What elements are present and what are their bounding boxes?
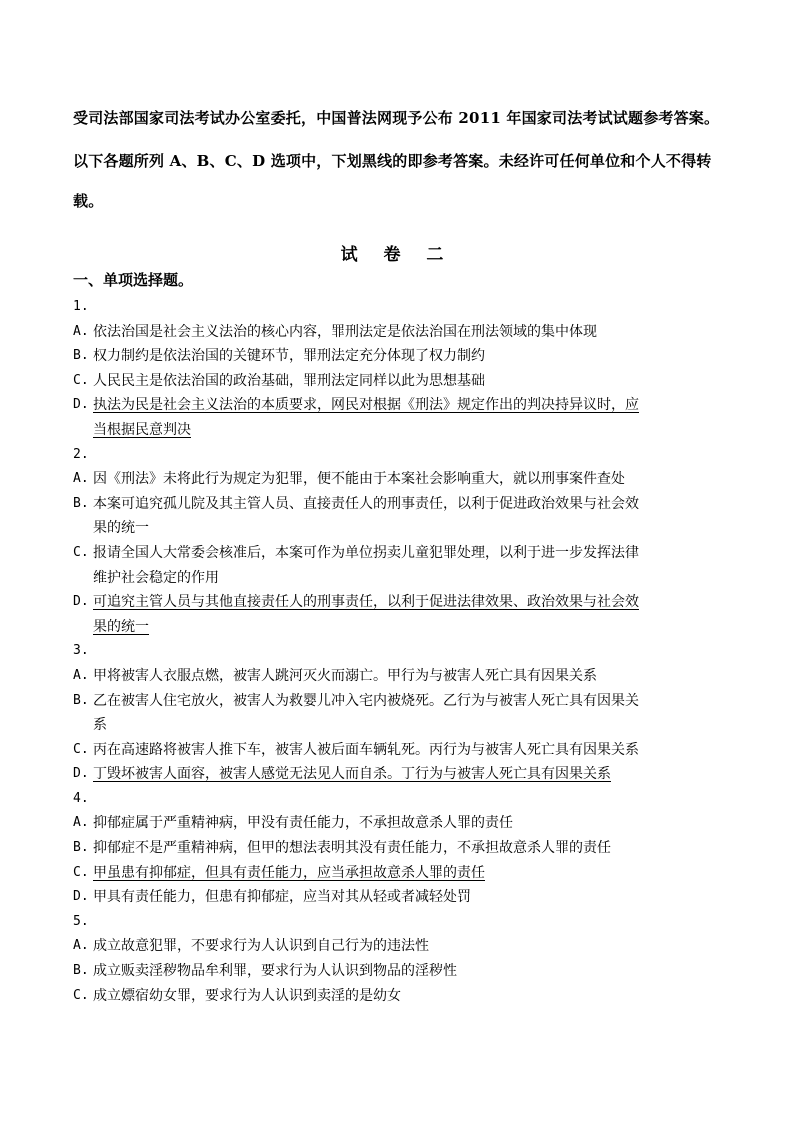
option-line (73, 344, 733, 369)
option-label: C. (73, 372, 89, 388)
answer-option-line (73, 615, 733, 640)
option-line (73, 516, 733, 541)
option-line (73, 664, 733, 689)
option-line (73, 885, 733, 910)
option-text: 抑郁症不是严重精神病，但甲的想法表明其没有责任能力，不承担故意杀人罪的责任 (93, 840, 611, 857)
option-line (73, 713, 733, 738)
option-text: 甲具有责任能力，但患有抑郁症，应当对其从轻或者减轻处罚 (93, 889, 471, 906)
option-line (73, 320, 733, 345)
option-text: 系 (93, 717, 107, 734)
answer-option-line (73, 590, 733, 615)
paper-title: 试 卷 二 (340, 245, 454, 265)
question-number: 5. (73, 913, 89, 929)
option-label: B. (73, 495, 89, 511)
option-text: 因《刑法》未将此行为规定为犯罪，便不能由于本案社会影响重大，就以刑事案件查处 (93, 471, 625, 488)
option-line (73, 811, 733, 836)
question-number: 3. (73, 643, 89, 659)
option-label: B. (73, 963, 89, 979)
question-number: 1. (73, 299, 89, 314)
option-label: B. (73, 348, 89, 364)
option-line (73, 836, 733, 861)
option-label: D. (73, 594, 89, 610)
option-label: A. (73, 667, 89, 683)
option-line (73, 467, 733, 492)
option-label: A. (73, 471, 89, 487)
option-text: 成立故意犯罪，不要求行为人认识到自己行为的违法性 (93, 938, 429, 955)
answer-option-line (73, 762, 733, 787)
option-label: C. (73, 864, 89, 880)
option-label: C. (73, 987, 89, 1003)
question-list (73, 295, 733, 1008)
option-text: 抑郁症属于严重精神病，甲没有责任能力，不承担故意杀人罪的责任 (93, 815, 513, 832)
question-number: 4. (73, 790, 89, 806)
answer-option-line (73, 861, 733, 886)
option-text: 依法治国是社会主义法治的核心内容，罪刑法定是依法治国在刑法领域的集中体现 (93, 323, 597, 340)
option-label: A. (73, 815, 89, 831)
section-heading: 一、单项选择题。 (73, 271, 194, 289)
option-text: 可追究主管人员与其他直接责任人的刑事责任，以利于促进法律效果、政治效果与社会效 (93, 594, 639, 611)
option-line (73, 566, 733, 591)
option-line (73, 738, 733, 763)
option-label: D. (73, 397, 89, 413)
option-line (73, 959, 733, 984)
option-text: 丙在高速路将被害人推下车，被害人被后面车辆轧死。丙行为与被害人死亡具有因果关系 (93, 741, 639, 758)
option-text: 甲虽患有抑郁症，但具有责任能力，应当承担故意杀人罪的责任 (93, 864, 485, 881)
option-text: 人民民主是依法治国的政治基础，罪刑法定同样以此为思想基础 (93, 372, 485, 389)
option-label: A. (73, 323, 89, 339)
option-text: 报请全国人大常委会核准后，本案可作为单位拐卖儿童犯罪处理，以利于进一步发挥法律 (93, 544, 639, 561)
option-label: D. (73, 766, 89, 782)
option-text: 甲将被害人衣服点燃，被害人跳河灭火而溺亡。甲行为与被害人死亡具有因果关系 (93, 667, 597, 684)
answer-option-line (73, 393, 733, 418)
option-text: 成立嫖宿幼女罪，要求行为人认识到卖淫的是幼女 (93, 987, 401, 1004)
option-text: 维护社会稳定的作用 (93, 569, 219, 586)
option-line (73, 934, 733, 959)
intro-line-1: 受司法部国家司法考试办公室委托，中国普法网现予公布 2011 年国家司法考试试题参考答案。 (73, 109, 720, 127)
answer-option-line (73, 418, 733, 443)
option-text: 丁毁坏被害人面容，被害人感觉无法见人而自杀。丁行为与被害人死亡具有因果关系 (93, 766, 611, 783)
option-label: B. (73, 840, 89, 856)
option-text: 当根据民意判决 (93, 421, 191, 438)
option-label: C. (73, 741, 89, 757)
option-label: D. (73, 889, 89, 905)
option-line (73, 541, 733, 566)
option-line (73, 492, 733, 517)
question-number: 2. (73, 446, 89, 462)
option-text: 果的统一 (93, 520, 149, 537)
option-label: C. (73, 544, 89, 560)
option-text: 乙在被害人住宅放火，被害人为救婴儿冲入宅内被烧死。乙行为与被害人死亡具有因果关 (93, 692, 639, 709)
option-label: B. (73, 692, 89, 708)
option-label: A. (73, 938, 89, 954)
option-text: 本案可追究孤儿院及其主管人员、直接责任人的刑事责任，以利于促进政治效果与社会效 (93, 495, 639, 512)
option-text: 成立贩卖淫秽物品牟利罪，要求行为人认识到物品的淫秽性 (93, 963, 457, 980)
option-text: 执法为民是社会主义法治的本质要求，网民对根据《刑法》规定作出的判决持异议时，应 (93, 397, 639, 414)
option-text: 果的统一 (93, 618, 149, 635)
option-text: 权力制约是依法治国的关键环节，罪刑法定充分体现了权力制约 (93, 348, 485, 365)
option-line (73, 689, 733, 714)
intro-line-3: 载。 (73, 192, 104, 210)
option-line (73, 984, 733, 1009)
option-line (73, 369, 733, 394)
intro-line-2: 以下各题所列 A、B、C、D 选项中，下划黑线的即参考答案。未经许可任何单位和个人不得转 (73, 152, 712, 170)
